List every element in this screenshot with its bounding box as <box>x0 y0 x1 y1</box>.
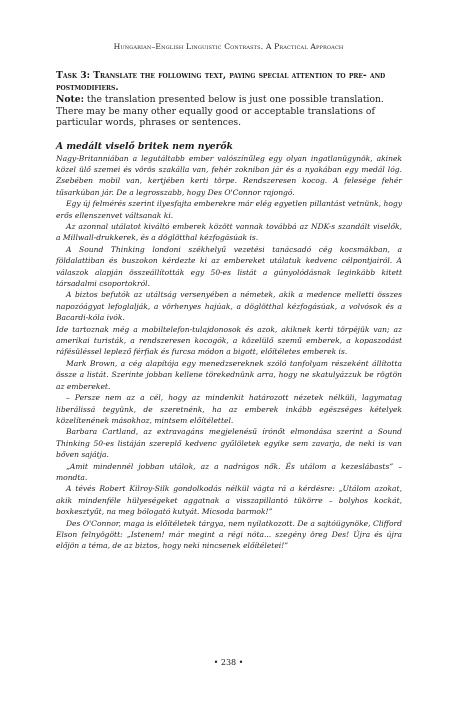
task-heading: Task 3: Translate the following text, paying special attention to pre- and postmodifiers. <box>56 70 386 93</box>
translation-note <box>56 94 402 129</box>
paragraph-8: – Persze nem az a cél, hogy az mindenkit határozott nézetek nélküli, lagymatag liberálissá tegyünk, de szeretnénk, ha az emberek inkább egészséges kételyek közelítenének másokhoz, mintsem előítélettel. <box>56 393 402 425</box>
paragraph-1: Nagy-Britanniában a legutáltabb ember valószínűleg egy olyan ingatlanügynök, akinek közel ülő szemei és vörös szakálla van, fehér zokniban jár és a nyakában egy medál lóg. Zsebében mobil van, kertjében kerti törpe. Rendszeresen kocog. A felesége fehér tűsarkúban jár. De a legrosszabb, hogy Des O'Connor rajongó. <box>56 153 402 197</box>
paragraph-7: Mark Brown, a cég alapítója egy menedzsereknek szóló tanfolyam részeként állította össze a listát. Szerinte jobban kellene törekednünk arra, hogy ne skatulyázzuk be rögtön az embereket. <box>56 358 402 391</box>
paragraph-6: Ide tartoznak még a mobiltelefon-tulajdonosok és azok, akiknek kerti törpéjük van; az amerikai turisták, a rendszeresen kocogók, a közelülő szemű emberek, a kopaszodást ráfésüléssel leplező férfiak és furcsa módon a bigott, előítéletes emberek is. <box>56 324 402 357</box>
paragraph-3: Az azonnal utálatot kiváltó emberek között vannak továbbá az NDK-s szandált viselők, a Millwall-drukkerek, és a döglötthal kézfogásúak is. <box>56 222 402 243</box>
page-content <box>56 70 402 552</box>
article-body <box>56 153 402 552</box>
note-label: Note: <box>56 94 85 106</box>
page-number: • 238 • <box>213 658 244 667</box>
paragraph-11: A tévés Robert Kilroy-Silk gondolkodás nélkül vágta rá a kérdésre: „Utálom azokat, akik mindenféle hülyeségeket aggatnak a visszapillantó tükörre – bolyhos kockát, boxkesztyűt, na meg bólogató kutyát. Micsoda barmok!” <box>56 484 402 517</box>
paragraph-2: Egy új felmérés szerint ilyesfajta emberekre már elég egyetlen pillantást vetnünk, hogy erős ellenszenvet váltsanak ki. <box>56 199 402 220</box>
paragraph-10: „Amit mindennél jobban utálok, az a nadrágos nők. És utálom a kezeslábasts” – mondta. <box>56 461 402 482</box>
paragraph-5: A biztos befutók az utáltság versenyében a németek, akik a medence melletti összes napozóágyat lefoglalják, a vörhenyes hajúak, a döglötthal kézfogásúak, a volvósok és a Bacardi-kóla ivók. <box>56 290 402 323</box>
running-head: Hungarian–English Linguistic Contrasts. A Practical Approach <box>113 42 344 51</box>
article-title: A medált viselő britek nem nyerők <box>56 140 233 152</box>
note-text: the translation presented below is just one possible translation. There may be many other equally good or acceptable translations of particular words, phrases or sentences. <box>56 94 384 129</box>
paragraph-9: Barbara Cartland, az extravagáns megjelenésű írónőt elmondása szerint a Sound Thinking 50-es listáján szereplő kedvenc gyűlöletek egyike sem zavarja, de neki is van bőven sajátja. <box>56 427 402 460</box>
paragraph-4: A Sound Thinking londoni székhelyű vezetési tanácsadó cég kocsmákban, a földalattiban és buszokon kérdezte ki az embereket utálatuk kedvenc célpontjairól. A válaszok alapján összeállították egy 50-es listát a gúnyolódásnak leginkább kitett társadalmi csoportokról. <box>56 244 402 289</box>
paragraph-12: Des O'Connor, maga is előítéletek tárgya, nem nyilatkozott. De a sajtóügynöke, Clifford Elson felnyögött: „Istenem! már megint a régi nóta... szegény öreg Des! Újra és újra előjön a téma, de az biztos, hogy neki nincsenek előítéletei!” <box>56 518 402 551</box>
